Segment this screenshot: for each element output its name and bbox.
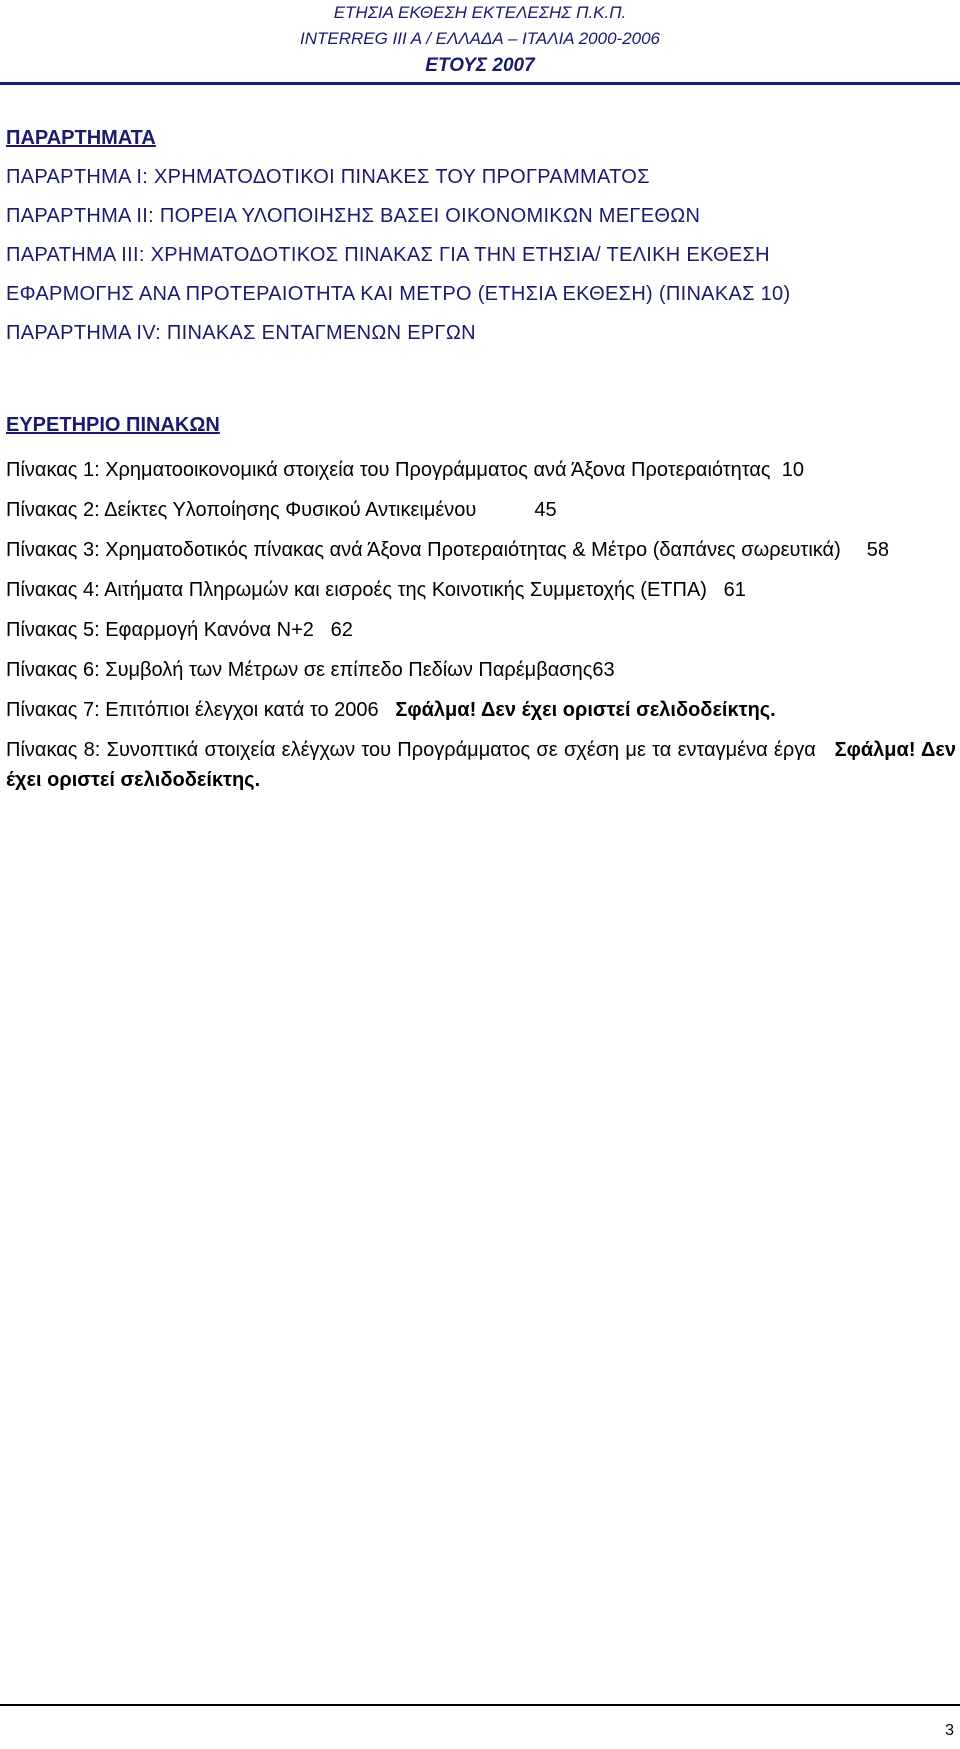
entry-label: Πίνακας 1: Χρηματοοικονομικά στοιχεία του Προγράμματος ανά Άξονα Προτεραιότητας [6,459,771,481]
appendices-heading: ΠΑΡΑΡΤΗΜΑΤΑ [6,127,156,149]
footer-divider [0,1704,960,1706]
entry-page-number: 10 [781,459,804,481]
index-entry[interactable] [6,695,956,725]
spacer [6,525,956,535]
entry-label: Πίνακας 8: Συνοπτικά στοιχεία ελέγχων του Προγράμματος σε σχέση με τα ενταγμένα έργα [6,739,816,761]
page-number: 3 [945,1722,954,1739]
index-entry[interactable] [6,615,956,645]
appendix-item: ΠΑΡΑΤΗΜΑ ΙΙΙ: ΧΡΗΜΑΤΟΔΟΤΙΚΟΣ ΠΙΝΑΚΑΣ ΓΙΑ ΤΗΝ ΕΤΗΣΙΑ/ ΤΕΛΙΚΗ ΕΚΘΕΣΗ [6,244,770,266]
entry-page-number: 45 [534,499,557,521]
header-divider [0,82,960,85]
spacer [6,725,956,735]
index-entry[interactable] [6,575,956,605]
spacer [6,685,956,695]
entry-label: Πίνακας 7: Επιτόπιοι έλεγχοι κατά το 2006 [6,699,379,721]
header-report-title: ΕΤΗΣΙΑ ΕΚΘΕΣΗ ΕΚΤΕΛΕΣΗΣ Π.Κ.Π. [333,3,627,22]
entry-label: Πίνακας 2: Δείκτες Υλοποίησης Φυσικού Αντικειμένου [6,499,477,521]
entry-page-number: 61 [723,579,746,601]
entry-label: Πίνακας 4: Αιτήματα Πληρωμών και εισροές της Κοινοτικής Συμμετοχής (ΕΤΠΑ) [6,579,707,601]
bookmark-error: Σφάλμα! Δεν έχει οριστεί σελιδοδείκτης. [6,739,957,791]
document-body [6,118,956,795]
entry-label: Πίνακας 3: Χρηματοδοτικός πίνακας ανά Άξονα Προτεραιότητας & Μέτρο (δαπάνες σωρευτικά) [6,539,841,561]
spacer [6,445,956,455]
entry-label: Πίνακας 6: Συμβολή των Μέτρων σε επίπεδο Πεδίων Παρέμβασης [6,659,593,681]
spacer [6,565,956,575]
header-program-title: INTERREG III A / ΕΛΛΑΔΑ – ΙΤΑΛΙΑ 2000-2006 [299,29,661,48]
appendix-item: ΠΑΡΑΡΤΗΜΑ IV: ΠΙΝΑΚΑΣ ΕΝΤΑΓΜΕΝΩΝ ΕΡΓΩΝ [6,322,476,344]
header-year: ΕΤΟΥΣ 2007 [425,55,535,76]
index-entry[interactable] [6,535,956,565]
index-heading: ΕΥΡΕΤΗΡΙΟ ΠΙΝΑΚΩΝ [6,414,220,436]
appendix-item: ΕΦΑΡΜΟΓΗΣ ΑΝΑ ΠΡΟΤΕΡΑΙΟΤΗΤΑ ΚΑΙ ΜΕΤΡΟ (ΕΤΗΣΙΑ ΕΚΘΕΣΗ) (ΠΙΝΑΚΑΣ 10) [6,283,791,305]
bookmark-error: Σφάλμα! Δεν έχει οριστεί σελιδοδείκτης. [395,699,776,721]
appendix-item: ΠΑΡΑΡΤΗΜΑ ΙΙ: ΠΟΡΕΙΑ ΥΛΟΠΟΙΗΣΗΣ ΒΑΣΕΙ ΟΙΚΟΝΟΜΙΚΩΝ ΜΕΓΕΘΩΝ [6,205,701,227]
spacer [6,605,956,615]
index-entry[interactable] [6,655,956,685]
index-entry[interactable] [6,735,956,795]
appendix-item: ΠΑΡΑΡΤΗΜΑ Ι: ΧΡΗΜΑΤΟΔΟΤΙΚΟΙ ΠΙΝΑΚΕΣ ΤΟΥ ΠΡΟΓΡΑΜΜΑΤΟΣ [6,166,650,188]
entry-page-number: 63 [592,659,615,681]
page-header [0,0,960,80]
index-entry[interactable] [6,495,956,525]
entry-page-number: 58 [866,539,889,561]
spacer [6,485,956,495]
entry-label: Πίνακας 5: Εφαρμογή Κανόνα Ν+2 [6,619,314,641]
spacer [6,645,956,655]
index-entry[interactable] [6,455,956,485]
entry-page-number: 62 [330,619,353,641]
